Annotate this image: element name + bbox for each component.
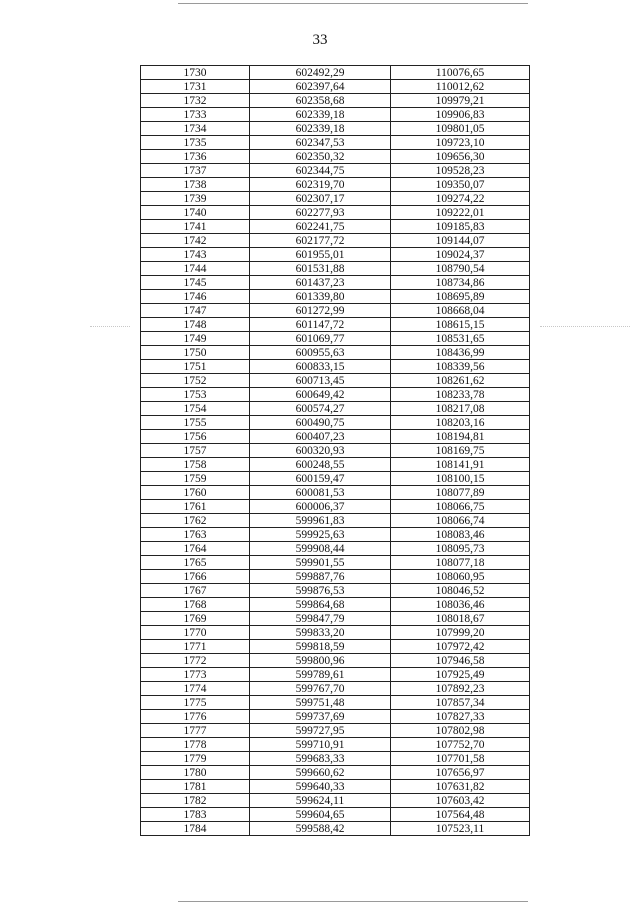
x-coordinate-cell: 599925,63 bbox=[250, 528, 391, 542]
x-coordinate-cell: 600159,47 bbox=[250, 472, 391, 486]
point-number-cell: 1753 bbox=[141, 388, 250, 402]
table-row bbox=[141, 710, 530, 724]
point-number-cell: 1777 bbox=[141, 724, 250, 738]
table-row bbox=[141, 444, 530, 458]
y-coordinate-cell: 108194,81 bbox=[391, 430, 530, 444]
y-coordinate-cell: 109801,05 bbox=[391, 122, 530, 136]
point-number-cell: 1778 bbox=[141, 738, 250, 752]
x-coordinate-cell: 600649,42 bbox=[250, 388, 391, 402]
y-coordinate-cell: 107656,97 bbox=[391, 766, 530, 780]
x-coordinate-cell: 602319,70 bbox=[250, 178, 391, 192]
y-coordinate-cell: 107857,34 bbox=[391, 696, 530, 710]
point-number-cell: 1750 bbox=[141, 346, 250, 360]
page-number: 33 bbox=[312, 32, 328, 48]
table-row bbox=[141, 108, 530, 122]
point-number-cell: 1762 bbox=[141, 514, 250, 528]
point-number-cell: 1730 bbox=[141, 66, 250, 80]
x-coordinate-cell: 599588,42 bbox=[250, 822, 391, 836]
table-row bbox=[141, 640, 530, 654]
y-coordinate-cell: 108018,67 bbox=[391, 612, 530, 626]
y-coordinate-cell: 108046,52 bbox=[391, 584, 530, 598]
y-coordinate-cell: 108233,78 bbox=[391, 388, 530, 402]
point-number-cell: 1754 bbox=[141, 402, 250, 416]
point-number-cell: 1761 bbox=[141, 500, 250, 514]
x-coordinate-cell: 602307,17 bbox=[250, 192, 391, 206]
x-coordinate-cell: 599864,68 bbox=[250, 598, 391, 612]
table-row bbox=[141, 290, 530, 304]
y-coordinate-cell: 108066,74 bbox=[391, 514, 530, 528]
point-number-cell: 1731 bbox=[141, 80, 250, 94]
point-number-cell: 1745 bbox=[141, 276, 250, 290]
y-coordinate-cell: 107631,82 bbox=[391, 780, 530, 794]
table-row bbox=[141, 178, 530, 192]
point-number-cell: 1766 bbox=[141, 570, 250, 584]
x-coordinate-cell: 602241,75 bbox=[250, 220, 391, 234]
table-row bbox=[141, 360, 530, 374]
x-coordinate-cell: 599767,70 bbox=[250, 682, 391, 696]
table-row bbox=[141, 332, 530, 346]
x-coordinate-cell: 599908,44 bbox=[250, 542, 391, 556]
y-coordinate-cell: 109024,37 bbox=[391, 248, 530, 262]
y-coordinate-cell: 107564,48 bbox=[391, 808, 530, 822]
point-number-cell: 1757 bbox=[141, 444, 250, 458]
y-coordinate-cell: 108790,54 bbox=[391, 262, 530, 276]
point-number-cell: 1758 bbox=[141, 458, 250, 472]
top-scan-rule bbox=[178, 3, 528, 4]
table-row bbox=[141, 304, 530, 318]
point-number-cell: 1742 bbox=[141, 234, 250, 248]
table-row bbox=[141, 374, 530, 388]
x-coordinate-cell: 602358,68 bbox=[250, 94, 391, 108]
table-row bbox=[141, 318, 530, 332]
y-coordinate-cell: 108734,86 bbox=[391, 276, 530, 290]
table-row bbox=[141, 164, 530, 178]
table-row bbox=[141, 276, 530, 290]
coordinates-table-body bbox=[141, 66, 530, 836]
table-row bbox=[141, 696, 530, 710]
point-number-cell: 1783 bbox=[141, 808, 250, 822]
table-row bbox=[141, 150, 530, 164]
table-row bbox=[141, 402, 530, 416]
point-number-cell: 1781 bbox=[141, 780, 250, 794]
table-row bbox=[141, 780, 530, 794]
point-number-cell: 1784 bbox=[141, 822, 250, 836]
point-number-cell: 1746 bbox=[141, 290, 250, 304]
x-coordinate-cell: 599737,69 bbox=[250, 710, 391, 724]
x-coordinate-cell: 601531,88 bbox=[250, 262, 391, 276]
table-row bbox=[141, 94, 530, 108]
table-row bbox=[141, 472, 530, 486]
x-coordinate-cell: 601147,72 bbox=[250, 318, 391, 332]
y-coordinate-cell: 107752,70 bbox=[391, 738, 530, 752]
point-number-cell: 1755 bbox=[141, 416, 250, 430]
coordinates-table bbox=[140, 65, 530, 836]
table-row bbox=[141, 556, 530, 570]
table-row bbox=[141, 738, 530, 752]
y-coordinate-cell: 107925,49 bbox=[391, 668, 530, 682]
bottom-scan-rule bbox=[178, 901, 528, 902]
y-coordinate-cell: 108100,15 bbox=[391, 472, 530, 486]
x-coordinate-cell: 601437,23 bbox=[250, 276, 391, 290]
table-row bbox=[141, 808, 530, 822]
x-coordinate-cell: 599710,91 bbox=[250, 738, 391, 752]
x-coordinate-cell: 600955,63 bbox=[250, 346, 391, 360]
y-coordinate-cell: 107892,23 bbox=[391, 682, 530, 696]
point-number-cell: 1773 bbox=[141, 668, 250, 682]
x-coordinate-cell: 599683,33 bbox=[250, 752, 391, 766]
point-number-cell: 1775 bbox=[141, 696, 250, 710]
point-number-cell: 1772 bbox=[141, 654, 250, 668]
point-number-cell: 1779 bbox=[141, 752, 250, 766]
y-coordinate-cell: 109185,83 bbox=[391, 220, 530, 234]
point-number-cell: 1749 bbox=[141, 332, 250, 346]
point-number-cell: 1751 bbox=[141, 360, 250, 374]
y-coordinate-cell: 108436,99 bbox=[391, 346, 530, 360]
table-row bbox=[141, 598, 530, 612]
table-row bbox=[141, 66, 530, 80]
y-coordinate-cell: 107802,98 bbox=[391, 724, 530, 738]
y-coordinate-cell: 108217,08 bbox=[391, 402, 530, 416]
x-coordinate-cell: 602277,93 bbox=[250, 206, 391, 220]
x-coordinate-cell: 602492,29 bbox=[250, 66, 391, 80]
table-row bbox=[141, 220, 530, 234]
table-row bbox=[141, 682, 530, 696]
table-row bbox=[141, 430, 530, 444]
y-coordinate-cell: 108060,95 bbox=[391, 570, 530, 584]
table-row bbox=[141, 192, 530, 206]
table-row bbox=[141, 612, 530, 626]
y-coordinate-cell: 109222,01 bbox=[391, 206, 530, 220]
y-coordinate-cell: 108261,62 bbox=[391, 374, 530, 388]
table-row bbox=[141, 822, 530, 836]
y-coordinate-cell: 109528,23 bbox=[391, 164, 530, 178]
x-coordinate-cell: 600407,23 bbox=[250, 430, 391, 444]
point-number-cell: 1737 bbox=[141, 164, 250, 178]
x-coordinate-cell: 599901,55 bbox=[250, 556, 391, 570]
point-number-cell: 1765 bbox=[141, 556, 250, 570]
table-row bbox=[141, 626, 530, 640]
table-row bbox=[141, 584, 530, 598]
y-coordinate-cell: 108077,18 bbox=[391, 556, 530, 570]
point-number-cell: 1771 bbox=[141, 640, 250, 654]
point-number-cell: 1780 bbox=[141, 766, 250, 780]
x-coordinate-cell: 601339,80 bbox=[250, 290, 391, 304]
table-row bbox=[141, 724, 530, 738]
y-coordinate-cell: 108083,46 bbox=[391, 528, 530, 542]
table-row bbox=[141, 654, 530, 668]
point-number-cell: 1752 bbox=[141, 374, 250, 388]
table-row bbox=[141, 80, 530, 94]
point-number-cell: 1769 bbox=[141, 612, 250, 626]
y-coordinate-cell: 107827,33 bbox=[391, 710, 530, 724]
x-coordinate-cell: 599847,79 bbox=[250, 612, 391, 626]
y-coordinate-cell: 109723,10 bbox=[391, 136, 530, 150]
y-coordinate-cell: 108169,75 bbox=[391, 444, 530, 458]
y-coordinate-cell: 108531,65 bbox=[391, 332, 530, 346]
x-coordinate-cell: 599833,20 bbox=[250, 626, 391, 640]
table-row bbox=[141, 416, 530, 430]
table-row bbox=[141, 542, 530, 556]
point-number-cell: 1736 bbox=[141, 150, 250, 164]
x-coordinate-cell: 602339,18 bbox=[250, 108, 391, 122]
y-coordinate-cell: 110076,65 bbox=[391, 66, 530, 80]
table-row bbox=[141, 136, 530, 150]
x-coordinate-cell: 600248,55 bbox=[250, 458, 391, 472]
point-number-cell: 1760 bbox=[141, 486, 250, 500]
table-row bbox=[141, 234, 530, 248]
x-coordinate-cell: 599818,59 bbox=[250, 640, 391, 654]
x-coordinate-cell: 602397,64 bbox=[250, 80, 391, 94]
point-number-cell: 1747 bbox=[141, 304, 250, 318]
point-number-cell: 1735 bbox=[141, 136, 250, 150]
x-coordinate-cell: 599876,53 bbox=[250, 584, 391, 598]
y-coordinate-cell: 108095,73 bbox=[391, 542, 530, 556]
table-row bbox=[141, 122, 530, 136]
y-coordinate-cell: 109979,21 bbox=[391, 94, 530, 108]
table-row bbox=[141, 668, 530, 682]
y-coordinate-cell: 107603,42 bbox=[391, 794, 530, 808]
y-coordinate-cell: 109906,83 bbox=[391, 108, 530, 122]
x-coordinate-cell: 601069,77 bbox=[250, 332, 391, 346]
table-row bbox=[141, 766, 530, 780]
x-coordinate-cell: 601272,99 bbox=[250, 304, 391, 318]
y-coordinate-cell: 108668,04 bbox=[391, 304, 530, 318]
table-row bbox=[141, 248, 530, 262]
y-coordinate-cell: 107523,11 bbox=[391, 822, 530, 836]
point-number-cell: 1776 bbox=[141, 710, 250, 724]
x-coordinate-cell: 602177,72 bbox=[250, 234, 391, 248]
y-coordinate-cell: 107972,42 bbox=[391, 640, 530, 654]
y-coordinate-cell: 108036,46 bbox=[391, 598, 530, 612]
y-coordinate-cell: 108203,16 bbox=[391, 416, 530, 430]
x-coordinate-cell: 599789,61 bbox=[250, 668, 391, 682]
point-number-cell: 1732 bbox=[141, 94, 250, 108]
x-coordinate-cell: 600713,45 bbox=[250, 374, 391, 388]
point-number-cell: 1741 bbox=[141, 220, 250, 234]
point-number-cell: 1739 bbox=[141, 192, 250, 206]
x-coordinate-cell: 602347,53 bbox=[250, 136, 391, 150]
y-coordinate-cell: 108141,91 bbox=[391, 458, 530, 472]
table-row bbox=[141, 262, 530, 276]
table-row bbox=[141, 206, 530, 220]
y-coordinate-cell: 107701,58 bbox=[391, 752, 530, 766]
table-row bbox=[141, 528, 530, 542]
x-coordinate-cell: 599751,48 bbox=[250, 696, 391, 710]
table-row bbox=[141, 514, 530, 528]
y-coordinate-cell: 109656,30 bbox=[391, 150, 530, 164]
point-number-cell: 1756 bbox=[141, 430, 250, 444]
point-number-cell: 1770 bbox=[141, 626, 250, 640]
table-row bbox=[141, 500, 530, 514]
point-number-cell: 1748 bbox=[141, 318, 250, 332]
y-coordinate-cell: 110012,62 bbox=[391, 80, 530, 94]
point-number-cell: 1759 bbox=[141, 472, 250, 486]
y-coordinate-cell: 109274,22 bbox=[391, 192, 530, 206]
x-coordinate-cell: 602339,18 bbox=[250, 122, 391, 136]
point-number-cell: 1744 bbox=[141, 262, 250, 276]
y-coordinate-cell: 109144,07 bbox=[391, 234, 530, 248]
x-coordinate-cell: 601955,01 bbox=[250, 248, 391, 262]
y-coordinate-cell: 109350,07 bbox=[391, 178, 530, 192]
point-number-cell: 1733 bbox=[141, 108, 250, 122]
y-coordinate-cell: 108339,56 bbox=[391, 360, 530, 374]
x-coordinate-cell: 599887,76 bbox=[250, 570, 391, 584]
point-number-cell: 1738 bbox=[141, 178, 250, 192]
y-coordinate-cell: 108695,89 bbox=[391, 290, 530, 304]
table-row bbox=[141, 570, 530, 584]
point-number-cell: 1743 bbox=[141, 248, 250, 262]
table-row bbox=[141, 486, 530, 500]
point-number-cell: 1767 bbox=[141, 584, 250, 598]
x-coordinate-cell: 600320,93 bbox=[250, 444, 391, 458]
x-coordinate-cell: 602344,75 bbox=[250, 164, 391, 178]
y-coordinate-cell: 108066,75 bbox=[391, 500, 530, 514]
point-number-cell: 1734 bbox=[141, 122, 250, 136]
table-row bbox=[141, 794, 530, 808]
x-coordinate-cell: 600574,27 bbox=[250, 402, 391, 416]
y-coordinate-cell: 107999,20 bbox=[391, 626, 530, 640]
coordinates-table-container bbox=[140, 65, 530, 836]
scan-artifact-left bbox=[90, 326, 130, 328]
table-row bbox=[141, 752, 530, 766]
point-number-cell: 1740 bbox=[141, 206, 250, 220]
point-number-cell: 1782 bbox=[141, 794, 250, 808]
point-number-cell: 1768 bbox=[141, 598, 250, 612]
table-row bbox=[141, 458, 530, 472]
point-number-cell: 1764 bbox=[141, 542, 250, 556]
x-coordinate-cell: 599660,62 bbox=[250, 766, 391, 780]
x-coordinate-cell: 599800,96 bbox=[250, 654, 391, 668]
x-coordinate-cell: 599640,33 bbox=[250, 780, 391, 794]
x-coordinate-cell: 600006,37 bbox=[250, 500, 391, 514]
x-coordinate-cell: 600833,15 bbox=[250, 360, 391, 374]
y-coordinate-cell: 108615,15 bbox=[391, 318, 530, 332]
table-row bbox=[141, 388, 530, 402]
y-coordinate-cell: 107946,58 bbox=[391, 654, 530, 668]
x-coordinate-cell: 600081,53 bbox=[250, 486, 391, 500]
x-coordinate-cell: 600490,75 bbox=[250, 416, 391, 430]
scan-artifact-right bbox=[540, 326, 630, 328]
x-coordinate-cell: 599727,95 bbox=[250, 724, 391, 738]
x-coordinate-cell: 602350,32 bbox=[250, 150, 391, 164]
x-coordinate-cell: 599624,11 bbox=[250, 794, 391, 808]
x-coordinate-cell: 599604,65 bbox=[250, 808, 391, 822]
point-number-cell: 1774 bbox=[141, 682, 250, 696]
table-row bbox=[141, 346, 530, 360]
x-coordinate-cell: 599961,83 bbox=[250, 514, 391, 528]
point-number-cell: 1763 bbox=[141, 528, 250, 542]
y-coordinate-cell: 108077,89 bbox=[391, 486, 530, 500]
